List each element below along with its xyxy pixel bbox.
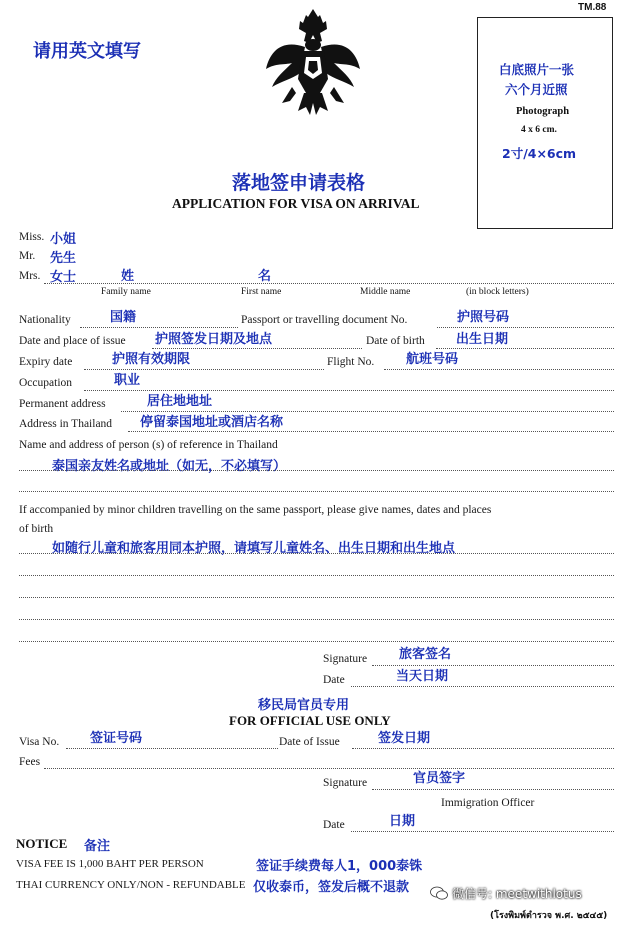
signature-label: Signature [323,653,368,665]
children-field-2[interactable] [19,575,614,576]
block-letters-label: (in block letters) [466,287,529,297]
signature-cn: 旅客签名 [399,647,452,662]
children-field-1[interactable] [19,553,614,554]
family-cn: 姓 [121,269,135,284]
children-label: If accompanied by minor children travelling on the same passport, please give names, dates and places [19,504,492,516]
garuda-emblem-icon [262,7,364,119]
watermark: 微信号: meetwithlotus [452,887,582,901]
official-date-cn: 日期 [389,814,416,829]
mr-cn: 先生 [50,251,77,266]
miss-label: Miss. [19,231,45,243]
children-field-4[interactable] [19,619,614,620]
date-issue-field[interactable] [352,748,614,749]
address-thailand-cn: 停留泰国地址或酒店名称 [140,415,284,430]
date-issue-cn: 签发日期 [378,731,431,746]
official-date-label: Date [323,819,345,831]
flight-cn: 航班号码 [406,352,459,367]
address-thailand-label: Address in Thailand [19,418,113,430]
title-cn: 落地签申请表格 [232,172,366,194]
name-line[interactable] [44,283,614,284]
date-label: Date [323,674,345,686]
miss-cn: 小姐 [50,232,77,247]
issue-cn: 护照签发日期及地点 [155,332,273,347]
flight-label: Flight No. [327,356,375,368]
notice-currency-cn: 仅收泰币，签发后概不退款 [253,880,410,895]
dob-label: Date of birth [366,335,425,347]
official-title-en: FOR OFFICIAL USE ONLY [229,713,391,728]
family-name-label: Family name [101,287,151,297]
form-code: TM.88 [578,2,607,13]
nationality-label: Nationality [19,314,71,326]
official-signature-field[interactable] [372,789,614,790]
notice-fee-cn: 签证手续费每人1，000泰铢 [256,859,423,874]
occupation-cn: 职业 [114,373,141,388]
photo-line1-cn: 白底照片一张 [499,62,575,77]
notice-fee: VISA FEE IS 1,000 BAHT PER PERSON [16,858,204,870]
visa-no-cn: 签证号码 [90,731,143,746]
official-signature-label: Signature [323,777,368,789]
permanent-cn: 居住地地址 [147,394,213,409]
title-en: APPLICATION FOR VISA ON ARRIVAL [172,196,420,211]
passport-cn: 护照号码 [457,310,510,325]
passport-label: Passport or travelling document No. [241,314,408,326]
middle-name-label: Middle name [360,287,411,297]
reference-field-2[interactable] [19,491,614,492]
date-issue-label: Date of Issue [279,736,340,748]
notice-title: NOTICE [16,836,68,851]
nationality-cn: 国籍 [110,310,137,325]
photo-label: Photograph [516,106,570,117]
address-thailand-field[interactable] [128,431,614,432]
visa-no-label: Visa No. [19,736,60,748]
photo-box [477,17,613,229]
children-field-5[interactable] [19,641,614,642]
wechat-icon [430,886,448,900]
reference-label: Name and address of person (s) of reference in Thailand [19,439,278,451]
official-title-cn: 移民局官员专用 [258,698,350,713]
official-date-field[interactable] [351,831,614,832]
occupation-label: Occupation [19,377,73,389]
fees-field[interactable] [44,768,614,769]
photo-size: 4 x 6 cm. [521,125,557,135]
children-label-2: of birth [19,523,54,535]
permanent-label: Permanent address [19,398,106,410]
visa-no-field[interactable] [66,748,278,749]
first-cn: 名 [258,269,272,284]
instruction-cn: 请用英文填写 [33,41,141,62]
notice-currency: THAI CURRENCY ONLY/NON - REFUNDABLE [16,879,246,891]
dob-field[interactable] [436,348,614,349]
children-field-3[interactable] [19,597,614,598]
official-signature-cn: 官员签字 [413,771,466,786]
children-cn: 如随行儿童和旅客用同本护照，请填写儿童姓名、出生日期和出生地点 [52,541,456,556]
reference-field-1[interactable] [19,470,614,471]
photo-line2-cn: 六个月近照 [505,82,568,97]
notice-title-cn: 备注 [84,839,111,854]
reference-cn: 泰国亲友姓名或地址（如无，不必填写） [52,459,287,474]
mrs-label: Mrs. [19,270,41,282]
date-cn: 当天日期 [396,669,449,684]
dob-cn: 出生日期 [456,332,509,347]
issue-label: Date and place of issue [19,335,126,347]
mr-label: Mr. [19,250,36,262]
fees-label: Fees [19,756,41,768]
expiry-cn: 护照有效期限 [112,352,191,367]
mrs-cn: 女士 [50,270,77,285]
first-name-label: First name [241,287,282,297]
officer-label: Immigration Officer [441,797,535,809]
expiry-label: Expiry date [19,356,73,368]
printer-note: (โรงพิมพ์ตำรวจ พ.ศ. ๒๕๔๕) [490,911,608,921]
flight-field[interactable] [384,369,614,370]
photo-size-cn: 2寸/4×6cm [502,146,577,161]
date-field[interactable] [351,686,614,687]
